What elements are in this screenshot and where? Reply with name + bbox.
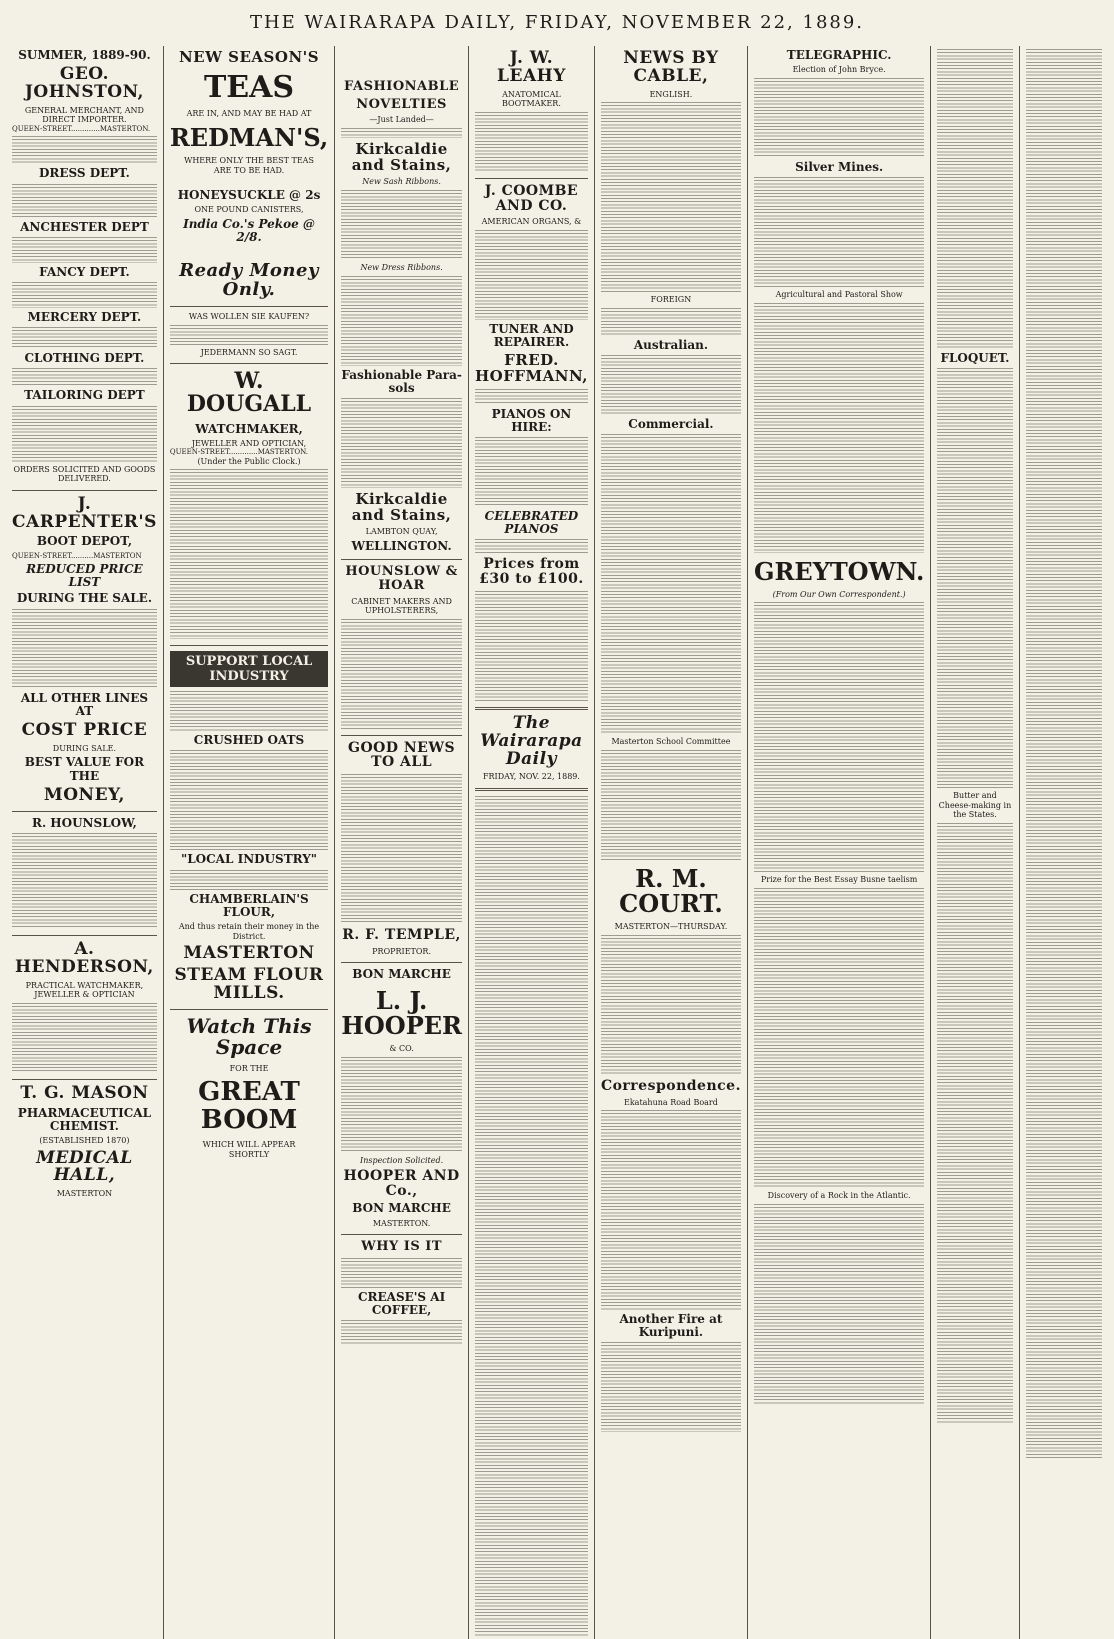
celebrated-pianos: CELEBRATED PIANOS (484, 509, 579, 537)
body-text (475, 591, 588, 701)
which-will: WHICH WILL APPEAR (202, 1139, 296, 1149)
johnston-name: GEO. JOHNSTON, (24, 64, 144, 103)
news-by-cable: NEWS BY CABLE, (623, 48, 719, 86)
watch-this-space: Watch This Space (186, 1013, 312, 1059)
body-text (341, 128, 462, 138)
body-text (475, 437, 588, 507)
and-thus: And thus retain their money in the District. (178, 922, 320, 941)
column-2 (164, 46, 335, 1639)
body-text (341, 1258, 462, 1288)
column-5 (595, 46, 748, 1639)
are-in: ARE IN, AND MAY BE HAD AT (186, 109, 312, 119)
school-committee: Masterton School Committee (611, 737, 731, 747)
body-text (754, 602, 924, 872)
body-text (12, 368, 157, 386)
hounslow-hoar: HOUNSLOW & HOAR (345, 564, 458, 593)
body-text (601, 935, 741, 1075)
discovery-rock: Discovery of a Rock in the Atlantic. (767, 1190, 911, 1200)
body-text (937, 823, 1012, 1423)
temple-name: R. F. TEMPLE, (342, 927, 461, 944)
novelties: NOVELTIES (356, 96, 447, 112)
agricultural-show: Agricultural and Pastoral Show (775, 289, 903, 299)
medical-hall: MEDICAL HALL, (36, 1147, 133, 1186)
fashionable: FASHIONABLE (344, 79, 460, 94)
best-value: BEST VALUE FOR THE (24, 755, 145, 783)
india-pekoe: India Co.'s Pekoe @ 2/8. (183, 217, 315, 245)
during-sale: DURING THE SALE. (16, 591, 153, 606)
silver-mines: Silver Mines. (795, 159, 884, 174)
hounslow-name: R. HOUNSLOW, (31, 815, 137, 830)
local-industry: "LOCAL INDUSTRY" (180, 852, 318, 867)
great-boom: GREAT BOOM (198, 1077, 300, 1135)
masterton-heading: MASTERTON (183, 943, 315, 964)
leahy-trade: ANATOMICAL BOOTMAKER. (502, 89, 561, 109)
body-text (754, 177, 924, 287)
commercial-heading: Commercial. (628, 417, 714, 432)
ready-money: Ready Money Only. (179, 260, 319, 301)
fancy-dept: FANCY DEPT. (39, 264, 130, 279)
body-text (601, 308, 741, 336)
all-other-lines: ALL OTHER LINES AT (20, 690, 149, 718)
mason-name: T. G. MASON (20, 1082, 149, 1103)
greytown-heading: GREYTOWN. (753, 556, 925, 586)
prize-essay: Prize for the Best Essay Busne taelism (760, 875, 918, 885)
body-text (937, 49, 1012, 349)
body-text (475, 539, 588, 553)
body-text (601, 1342, 741, 1432)
shortly: SHORTLY (228, 1149, 270, 1159)
henderson-trade: PRACTICAL WATCHMAKER, JEWELLER & OPTICIAN (25, 980, 144, 1000)
telegraphic: TELEGRAPHIC. (786, 48, 892, 62)
another-fire: Another Fire at Kuripuni. (619, 1312, 723, 1340)
daily-date: FRIDAY, NOV. 22, 1889. (482, 772, 580, 782)
body-text (341, 190, 462, 260)
bon-marche: BON MARCHE (352, 967, 451, 982)
body-text (341, 1057, 462, 1153)
foreign-heading: FOREIGN (650, 295, 692, 305)
why-is-it: WHY IS IT (361, 1239, 443, 1255)
body-text (601, 434, 741, 734)
floquet-heading: FLOQUET. (940, 351, 1010, 365)
jedermann: JEDERMANN SO SAGT. (200, 347, 298, 357)
pianos-on-hire: PIANOS ON HIRE: (491, 406, 572, 434)
body-text (12, 237, 157, 263)
creases-coffee: CREASE'S AI COFFEE, (357, 1289, 446, 1318)
body-text (475, 389, 588, 405)
body-text (601, 102, 741, 292)
daily-title: The Wairarapa Daily (480, 712, 583, 769)
road-board: Ekatahuna Road Board (623, 1097, 718, 1107)
dougall-name: W. DOUGALL (186, 368, 312, 418)
kirkcaldie-heading: Kirkcaldie and Stains, (351, 139, 452, 174)
body-text (601, 750, 741, 860)
election-bryce: Election of John Bryce. (792, 65, 886, 75)
for-the: FOR THE (229, 1063, 269, 1073)
column-4 (469, 46, 595, 1639)
body-text (170, 870, 328, 890)
column-1 (6, 46, 164, 1639)
column-3 (335, 46, 469, 1639)
was-wollen: WAS WOLLEN SIE KAUFEN? (188, 312, 310, 322)
body-text (475, 230, 588, 320)
hooper-co: & CO. (389, 1043, 414, 1053)
redmans-heading: REDMAN'S, (169, 122, 329, 152)
mason-town: MASTERTON (56, 1189, 113, 1199)
own-correspondent: (From Our Own Correspondent.) (772, 589, 906, 599)
honeysuckle: HONEYSUCKLE @ 2s (177, 188, 321, 203)
body-text (341, 276, 462, 366)
support-local-industry: SUPPORT LOCAL INDUSTRY (170, 651, 328, 687)
established: (ESTABLISHED 1870) (39, 1135, 130, 1145)
body-text (475, 112, 588, 172)
wellington: WELLINGTON. (351, 539, 452, 554)
teas-heading: TEAS (203, 69, 295, 105)
body-text (170, 469, 328, 639)
body-text (170, 325, 328, 345)
body-text (341, 774, 462, 924)
body-text (12, 184, 157, 218)
body-text (754, 1204, 924, 1404)
new-sash-ribbons: New Sash Ribbons. (362, 177, 441, 187)
canisters: ONE POUND CANISTERS, (194, 205, 304, 215)
column-8 (1020, 46, 1108, 1639)
hoffmann-name: FRED. HOFFMANN, (474, 351, 588, 385)
chamberlains-flour: CHAMBERLAIN'S FLOUR, (189, 891, 309, 919)
steam-flour-mills: STEAM FLOUR MILLS. (174, 965, 324, 1003)
crushed-oats: CRUSHED OATS (193, 733, 305, 748)
body-text (601, 355, 741, 415)
body-text (12, 1003, 157, 1073)
mason-trade: PHARMACEUTICAL CHEMIST. (17, 1105, 152, 1133)
money: MONEY, (43, 784, 125, 805)
orders-line: ORDERS SOLICITED AND GOODS DELIVERED. (13, 464, 156, 484)
dougall-street: QUEEN-STREET.............MASTERTON. (169, 448, 308, 457)
fashionable-parasols: Fashionable Para-sols (341, 367, 462, 395)
body-text (12, 136, 157, 164)
hounslow-trade: CABINET MAKERS AND UPHOLSTERERS, (351, 596, 452, 616)
body-text (937, 368, 1012, 788)
tailoring-dept: TAILORING DEPT (24, 388, 145, 403)
body-text (754, 888, 924, 1188)
rm-court: R. M. COURT. (619, 863, 723, 919)
new-dress-ribbons: New Dress Ribbons. (360, 262, 443, 272)
reduced-price: REDUCED PRICE LIST (26, 562, 143, 590)
are-to-be: ARE TO BE HAD. (213, 165, 285, 175)
masthead-title: THE WAIRARAPA DAILY, FRIDAY, NOVEMBER 22, 1889. (249, 11, 865, 33)
carpenter-name: J. CARPENTER'S (12, 493, 157, 532)
body-text (12, 833, 157, 929)
rm-court-day: MASTERTON—THURSDAY. (614, 922, 728, 932)
body-text (1026, 49, 1102, 1459)
body-text (754, 303, 924, 553)
just-landed: —Just Landed— (369, 115, 434, 125)
body-text (341, 398, 462, 488)
boot-street: QUEEN-STREET..........MASTERTON (12, 551, 142, 560)
coombe-name: J. COOMBE AND CO. (484, 182, 579, 214)
dress-dept: DRESS DEPT. (38, 166, 130, 181)
temple-proprietor: PROPRIETOR. (372, 946, 431, 956)
body-text (341, 1320, 462, 1344)
cost-price: COST PRICE (21, 719, 148, 740)
correspondence: Correspondence. (600, 1077, 741, 1094)
new-season: NEW SEASON'S (178, 48, 320, 66)
body-text (12, 282, 157, 308)
hooper-town: MASTERTON. (372, 1218, 431, 1228)
tuner-repairer: TUNER AND REPAIRER. (489, 321, 574, 350)
clothing-dept: CLOTHING DEPT. (24, 351, 145, 366)
prices-from: Prices from £30 to £100. (479, 556, 584, 588)
inspection-solicited: Inspection Solicited. (360, 1155, 444, 1165)
dougall-jeweller: JEWELLER AND OPTICIAN, (191, 438, 307, 448)
johnston-street: QUEEN-STREET.............MASTERTON. (12, 125, 151, 134)
body-text (170, 691, 328, 731)
bon-marche-2: BON MARCHE (352, 1201, 451, 1216)
dougall-watchmaker: WATCHMAKER, (195, 421, 303, 436)
during-sale-2: DURING SALE. (52, 743, 117, 753)
kirkcaldie-heading-2: Kirkcaldie and Stains, (351, 489, 452, 524)
body-text (341, 619, 462, 729)
lambton-quay: LAMBTON QUAY, (365, 527, 438, 537)
johnston-trade: GENERAL MERCHANT, AND DIRECT IMPORTER. (24, 105, 144, 125)
where-only: WHERE ONLY THE BEST TEAS (184, 156, 314, 166)
australian-heading: Australian. (633, 337, 709, 352)
price-table (170, 750, 328, 850)
body-text (601, 1110, 741, 1310)
hooper-and-co: HOOPER AND Co., (343, 1168, 460, 1199)
masthead (0, 0, 1114, 44)
columns (6, 46, 1108, 1470)
leahy-name: J. W. LEAHY (497, 48, 566, 86)
column-7 (931, 46, 1019, 1639)
manchester-dept: ANCHESTER DEPT (20, 219, 149, 234)
body-text (754, 78, 924, 158)
coombe-trade: AMERICAN ORGANS, & (481, 217, 582, 227)
boot-depot: BOOT DEPOT, (36, 534, 133, 549)
season-heading: SUMMER, 1889-90. (18, 48, 151, 62)
body-text (12, 406, 157, 462)
column-6 (748, 46, 931, 1639)
under-clock: (Under the Public Clock.) (197, 456, 301, 466)
body-text (12, 327, 157, 349)
english-heading: ENGLISH. (649, 89, 693, 99)
mercery-dept: MERCERY DEPT. (27, 310, 142, 325)
price-list (12, 609, 157, 689)
hooper-name: L. J. HOOPER (341, 985, 462, 1040)
good-news: GOOD NEWS TO ALL (348, 739, 456, 771)
butter-cheese: Butter and Cheese-making in the States. (938, 791, 1012, 820)
henderson-name: A. HENDERSON, (15, 938, 154, 977)
editorial-text (475, 796, 588, 1636)
